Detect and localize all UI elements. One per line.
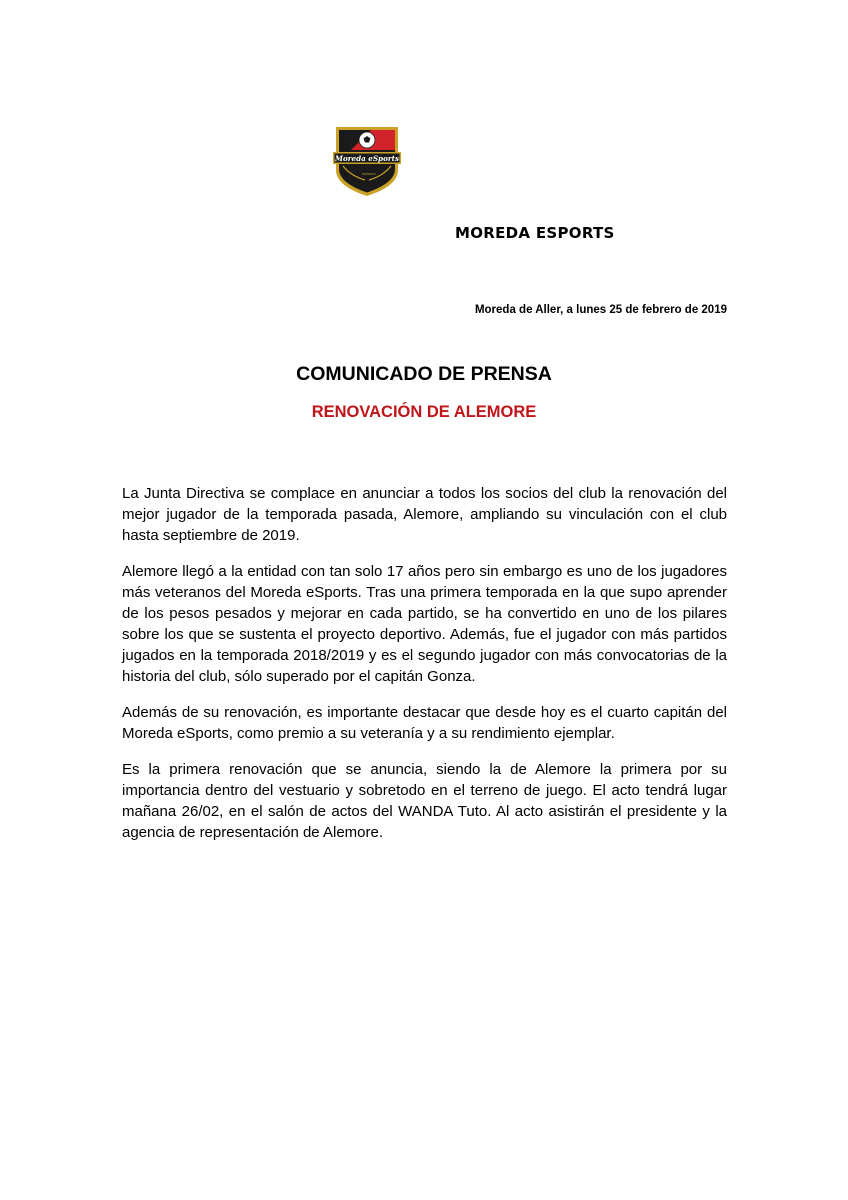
club-crest-icon (331, 124, 403, 198)
press-release-subtitle: RENOVACIÓN DE ALEMORE (311, 403, 537, 421)
press-release-body (122, 483, 727, 858)
body-paragraph: La Junta Directiva se complace en anunciar a todos los socios del club la renovación del mejor jugador de la temporada pasada, Alemore, ampliando su vinculación con el club hasta septiembre de 2019. (122, 485, 727, 544)
logo-text: Moreda eSports (334, 154, 400, 163)
body-paragraph: Es la primera renovación que se anuncia, siendo la de Alemore la primera por su importancia dentro del vestuario y sobretodo en el terreno de juego. El acto tendrá lugar mañana 26/02, en el salón de actos del WANDA Tuto. Al acto asistirán el presidente y la agencia de representación de Alemore. (122, 761, 727, 841)
dateline: Moreda de Aller, a lunes 25 de febrero de 2019 (474, 304, 727, 316)
logo-small-text: ESPORTS (362, 172, 376, 176)
press-release-title: COMUNICADO DE PRENSA (296, 363, 552, 385)
body-paragraph: Alemore llegó a la entidad con tan solo 17 años pero sin embargo es uno de los jugadores más veteranos del Moreda eSports. Tras una primera temporada en la que supo aprender de los pesos pesados y mejorar en cada partido, se ha convertido en uno de los pilares sobre los que se sustenta el proyecto deportivo. Además, fue el jugador con más partidos jugados en la temporada 2018/2019 y es el segundo jugador con más convocatorias de la historia del club, sólo superado por el capitán Gonza. (122, 563, 727, 685)
club-logo (331, 124, 403, 198)
organization-name: MOREDA ESPORTS (455, 224, 615, 242)
body-paragraph: Además de su renovación, es importante destacar que desde hoy es el cuarto capitán del Moreda eSports, como premio a su veteranía y a su rendimiento ejemplar. (122, 704, 727, 742)
